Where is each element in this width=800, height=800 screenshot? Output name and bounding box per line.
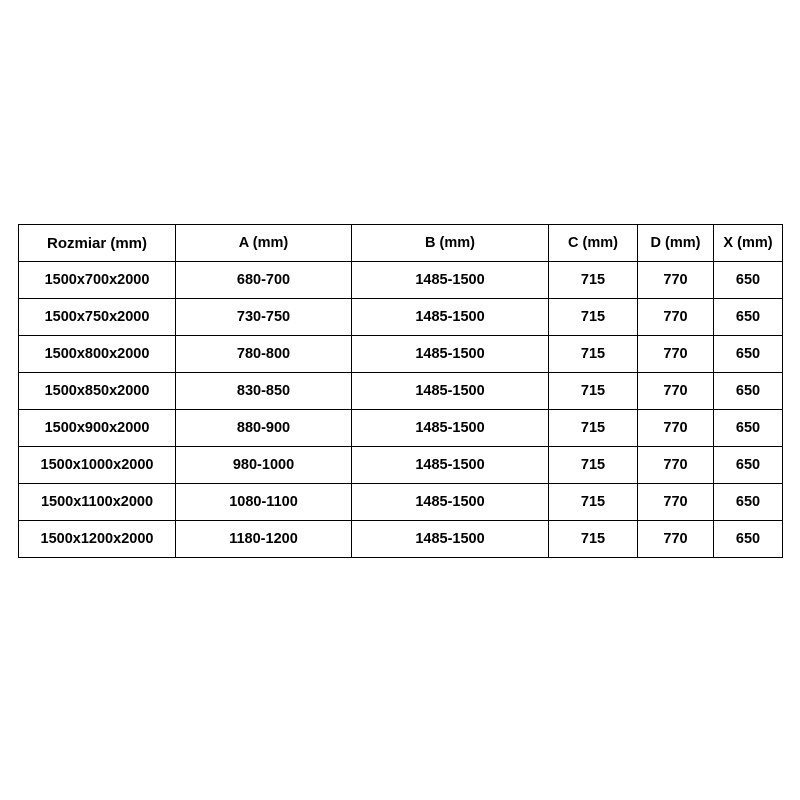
cell-rozmiar: 1500x800x2000 [19, 336, 176, 373]
table-row [19, 521, 783, 558]
cell-rozmiar: 1500x1100x2000 [19, 484, 176, 521]
table-row [19, 336, 783, 373]
column-header-a: A (mm) [176, 225, 352, 262]
cell-c: 715 [549, 447, 638, 484]
cell-rozmiar: 1500x850x2000 [19, 373, 176, 410]
cell-c: 715 [549, 484, 638, 521]
cell-rozmiar: 1500x1000x2000 [19, 447, 176, 484]
cell-a: 830-850 [176, 373, 352, 410]
cell-b: 1485-1500 [352, 299, 549, 336]
cell-d: 770 [638, 299, 714, 336]
cell-x: 650 [714, 521, 783, 558]
cell-c: 715 [549, 262, 638, 299]
cell-x: 650 [714, 410, 783, 447]
cell-d: 770 [638, 410, 714, 447]
table-row [19, 484, 783, 521]
cell-b: 1485-1500 [352, 262, 549, 299]
cell-x: 650 [714, 484, 783, 521]
cell-c: 715 [549, 410, 638, 447]
table-header [19, 225, 783, 262]
cell-rozmiar: 1500x900x2000 [19, 410, 176, 447]
cell-a: 880-900 [176, 410, 352, 447]
cell-x: 650 [714, 262, 783, 299]
cell-rozmiar: 1500x700x2000 [19, 262, 176, 299]
cell-x: 650 [714, 336, 783, 373]
cell-b: 1485-1500 [352, 410, 549, 447]
column-header-c: C (mm) [549, 225, 638, 262]
table-header-row [19, 225, 783, 262]
cell-a: 1180-1200 [176, 521, 352, 558]
table-row [19, 447, 783, 484]
cell-c: 715 [549, 336, 638, 373]
cell-c: 715 [549, 299, 638, 336]
column-header-d: D (mm) [638, 225, 714, 262]
table-row [19, 373, 783, 410]
size-table-container [18, 224, 782, 558]
cell-b: 1485-1500 [352, 336, 549, 373]
cell-a: 1080-1100 [176, 484, 352, 521]
column-header-x: X (mm) [714, 225, 783, 262]
cell-d: 770 [638, 484, 714, 521]
cell-a: 780-800 [176, 336, 352, 373]
cell-a: 680-700 [176, 262, 352, 299]
size-table [18, 224, 783, 558]
cell-a: 980-1000 [176, 447, 352, 484]
cell-b: 1485-1500 [352, 484, 549, 521]
column-header-rozmiar: Rozmiar (mm) [19, 225, 176, 262]
cell-b: 1485-1500 [352, 373, 549, 410]
cell-c: 715 [549, 521, 638, 558]
table-row [19, 262, 783, 299]
cell-d: 770 [638, 373, 714, 410]
table-row [19, 299, 783, 336]
column-header-b: B (mm) [352, 225, 549, 262]
cell-x: 650 [714, 373, 783, 410]
table-body [19, 262, 783, 558]
cell-c: 715 [549, 373, 638, 410]
cell-d: 770 [638, 447, 714, 484]
cell-b: 1485-1500 [352, 521, 549, 558]
cell-b: 1485-1500 [352, 447, 549, 484]
cell-rozmiar: 1500x750x2000 [19, 299, 176, 336]
cell-d: 770 [638, 521, 714, 558]
table-row [19, 410, 783, 447]
cell-d: 770 [638, 262, 714, 299]
cell-a: 730-750 [176, 299, 352, 336]
cell-x: 650 [714, 299, 783, 336]
cell-x: 650 [714, 447, 783, 484]
cell-d: 770 [638, 336, 714, 373]
cell-rozmiar: 1500x1200x2000 [19, 521, 176, 558]
